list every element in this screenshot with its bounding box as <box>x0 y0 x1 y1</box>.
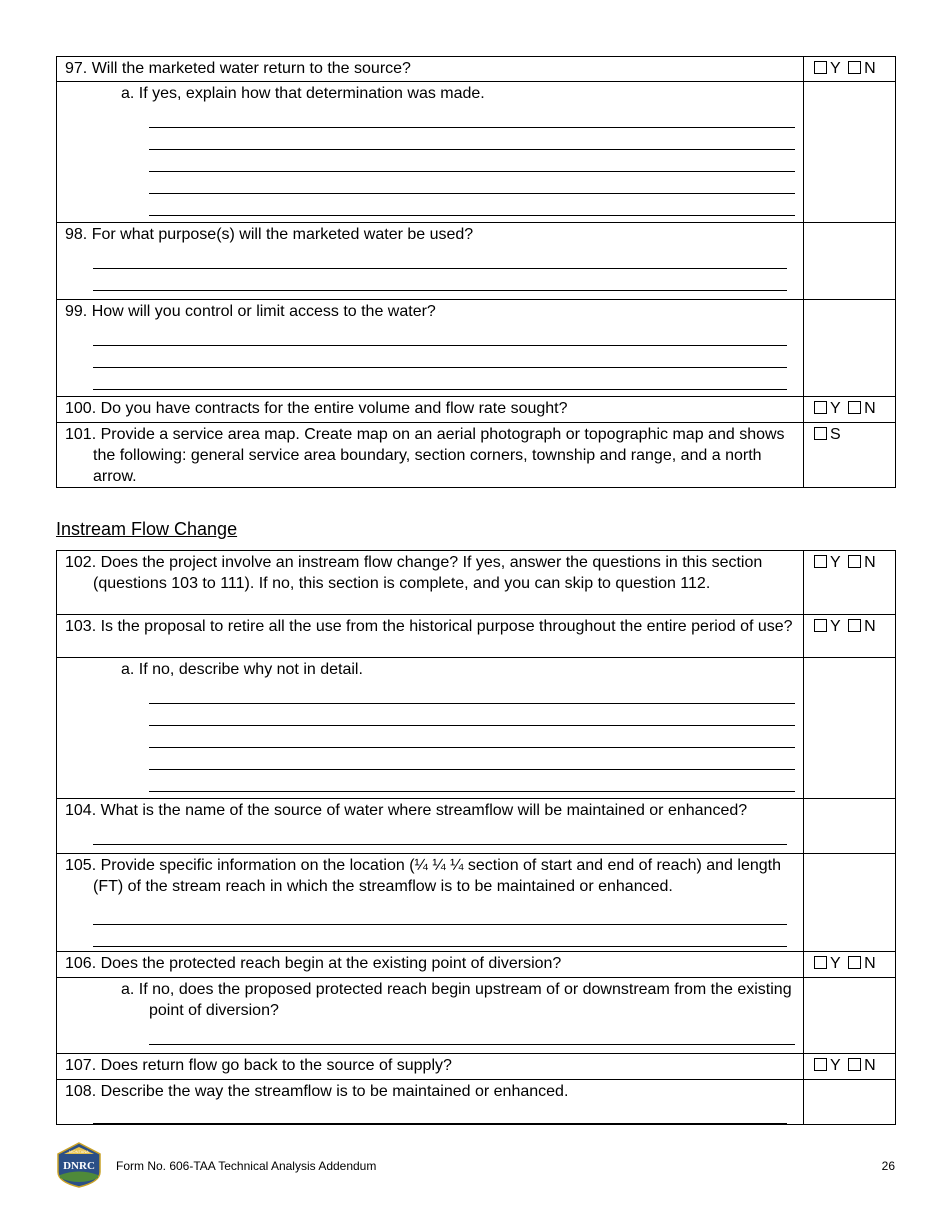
question-row-105 <box>57 854 896 952</box>
question-row-106a <box>57 978 896 1054</box>
page-footer <box>56 1142 895 1188</box>
submitted-checkbox[interactable] <box>814 427 827 440</box>
answer-lines[interactable] <box>65 322 795 390</box>
yes-checkbox[interactable] <box>814 61 827 74</box>
no-checkbox[interactable] <box>848 555 861 568</box>
question-row-102 <box>57 551 896 615</box>
question-row-108 <box>57 1080 896 1125</box>
answer-lines[interactable] <box>65 104 795 216</box>
question-100-text: 100. Do you have contracts for the entire volume and flow rate sought? <box>65 400 568 417</box>
yes-checkbox[interactable] <box>814 555 827 568</box>
yes-checkbox[interactable] <box>814 1058 827 1071</box>
question-row-103 <box>57 615 896 658</box>
page-number: 26 <box>881 1159 895 1173</box>
question-106a-text: a. If no, does the proposed protected reach begin upstream of or downstream from the existing point of diversion? <box>121 981 792 1019</box>
yes-no-checkboxes: Y N <box>804 57 896 82</box>
question-99-text: 99. How will you control or limit access to the water? <box>65 303 436 320</box>
answer-lines[interactable] <box>65 897 795 947</box>
question-101-text: 101. Provide a service area map. Create map on an aerial photograph or topographic map and shows the following: general service area boundary, section corners, township and range, and a north arrow. <box>65 426 785 485</box>
no-checkbox[interactable] <box>848 956 861 969</box>
question-97-text: 97. Will the marketed water return to the source? <box>65 60 411 77</box>
yes-no-checkboxes: Y N <box>804 551 896 615</box>
answer-lines[interactable] <box>65 245 795 291</box>
logo-text: DNRC <box>63 1160 95 1172</box>
yes-checkbox[interactable] <box>814 956 827 969</box>
answer-lines[interactable] <box>65 821 795 845</box>
question-108-text: 108. Describe the way the streamflow is to be maintained or enhanced. <box>65 1083 569 1100</box>
no-checkbox[interactable] <box>848 619 861 632</box>
no-checkbox[interactable] <box>848 401 861 414</box>
question-107-text: 107. Does return flow go back to the source of supply? <box>65 1057 452 1074</box>
question-105-text: 105. Provide specific information on the location (¼ ¼ ¼ section of start and end of reach) and length (FT) of the stream reach in which the streamflow is to be maintained or enhanced. <box>65 857 781 895</box>
marketing-questions-table <box>56 56 896 488</box>
yes-no-checkboxes: Y N <box>804 952 896 978</box>
yes-checkbox[interactable] <box>814 401 827 414</box>
question-row-98 <box>57 223 896 300</box>
dnrc-logo <box>56 1142 102 1188</box>
question-row-97a <box>57 82 896 223</box>
question-row-103a <box>57 658 896 799</box>
question-row-101 <box>57 423 896 488</box>
answer-lines[interactable] <box>65 1102 795 1124</box>
no-checkbox[interactable] <box>848 61 861 74</box>
yes-no-checkboxes: Y N <box>804 615 896 658</box>
logo-top-text: MONTANA <box>69 1149 89 1154</box>
yes-no-checkboxes: Y N <box>804 1054 896 1080</box>
instream-flow-questions-table <box>56 550 896 1125</box>
question-103-text: 103. Is the proposal to retire all the use from the historical purpose throughout the entire period of use? <box>65 618 793 635</box>
question-103a-text: a. If no, describe why not in detail. <box>121 661 363 678</box>
question-row-104 <box>57 799 896 854</box>
answer-lines[interactable] <box>65 1021 795 1045</box>
yes-no-checkboxes: Y N <box>804 397 896 423</box>
question-102-text: 102. Does the project involve an instream flow change? If yes, answer the questions in this section (questions 103 to 111). If no, this section is complete, and you can skip to question 112. <box>65 554 763 592</box>
question-row-107 <box>57 1054 896 1080</box>
answer-lines[interactable] <box>65 680 795 792</box>
form-name: Form No. 606-TAA Technical Analysis Addendum <box>116 1159 377 1173</box>
question-97a-text: a. If yes, explain how that determination was made. <box>121 85 485 102</box>
question-98-text: 98. For what purpose(s) will the marketed water be used? <box>65 226 474 243</box>
question-row-97 <box>57 57 896 82</box>
question-104-text: 104. What is the name of the source of water where streamflow will be maintained or enhanced? <box>65 802 748 819</box>
yes-checkbox[interactable] <box>814 619 827 632</box>
question-106-text: 106. Does the protected reach begin at the existing point of diversion? <box>65 955 562 972</box>
question-row-99 <box>57 300 896 397</box>
section-heading: Instream Flow Change <box>56 519 238 539</box>
question-row-106 <box>57 952 896 978</box>
question-row-100 <box>57 397 896 423</box>
no-checkbox[interactable] <box>848 1058 861 1071</box>
submitted-checkbox-cell: S <box>804 423 896 488</box>
